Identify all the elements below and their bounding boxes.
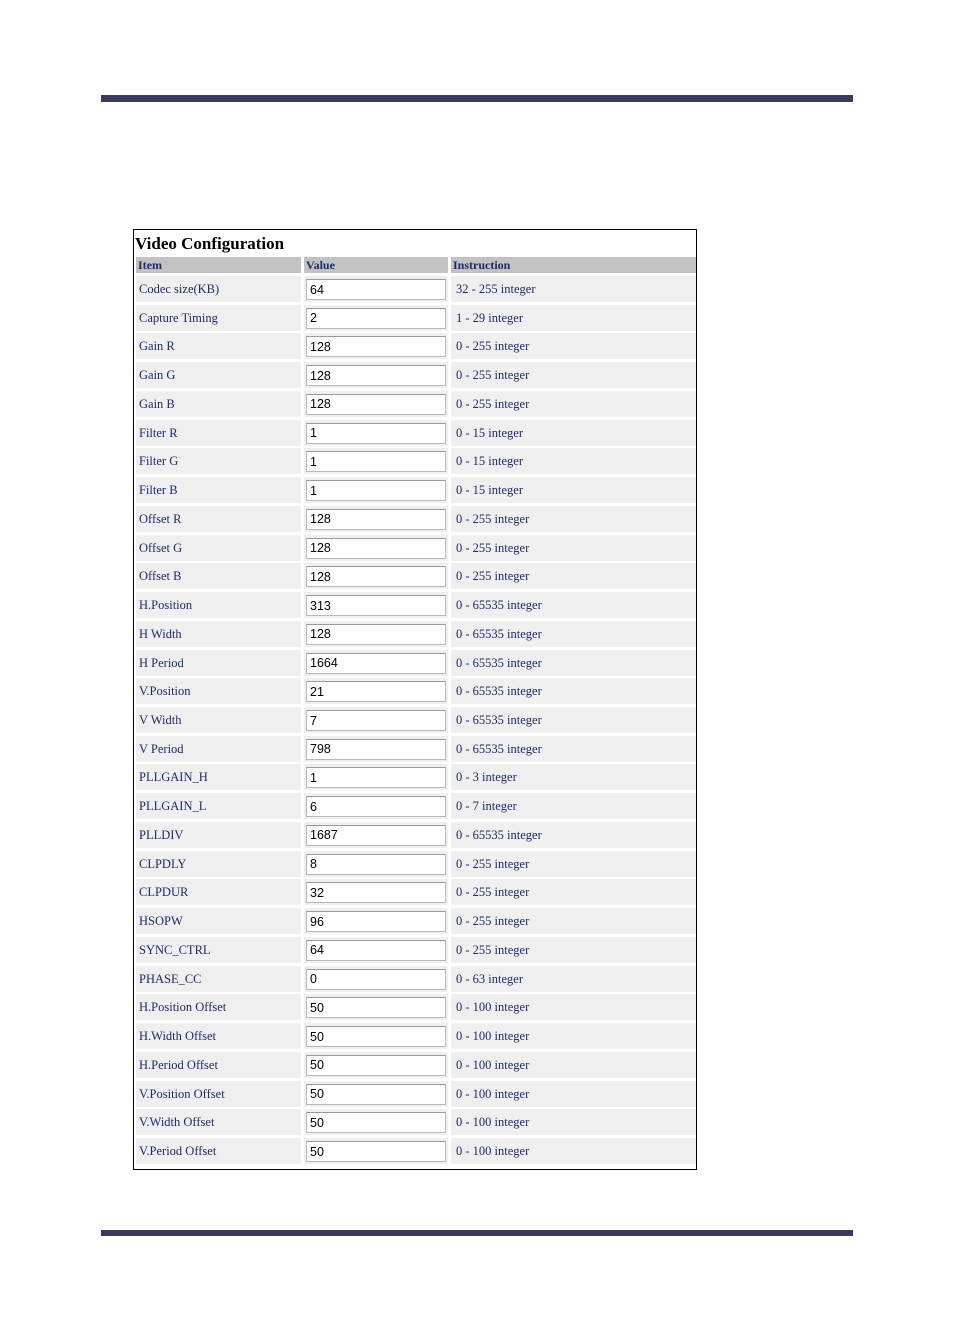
table-row — [136, 620, 696, 649]
item-cell — [136, 563, 301, 589]
value-input[interactable] — [306, 365, 446, 386]
item-cell — [136, 506, 301, 532]
value-input[interactable] — [306, 825, 446, 846]
value-input[interactable] — [306, 1055, 446, 1076]
value-input[interactable] — [306, 1112, 446, 1133]
instruction-cell — [451, 707, 696, 733]
item-label: V Width — [139, 713, 182, 728]
value-cell — [304, 1138, 448, 1164]
item-label: HSOPW — [139, 914, 183, 929]
config-table-body — [136, 275, 696, 1166]
item-label: SYNC_CTRL — [139, 942, 211, 957]
table-row — [136, 419, 696, 448]
table-row — [136, 505, 696, 534]
value-cell — [304, 879, 448, 905]
video-configuration-panel — [133, 229, 697, 1170]
item-label: Offset B — [139, 569, 182, 584]
value-cell — [304, 305, 448, 331]
value-cell — [304, 362, 448, 388]
instruction-text: 0 - 100 integer — [456, 1086, 530, 1101]
value-cell — [304, 650, 448, 676]
instruction-text: 0 - 15 integer — [456, 454, 523, 469]
instruction-cell — [451, 937, 696, 963]
instruction-text: 0 - 65535 integer — [456, 626, 542, 641]
instruction-text: 0 - 255 integer — [456, 339, 530, 354]
value-cell — [304, 276, 448, 302]
item-label: PHASE_CC — [139, 971, 202, 986]
instruction-cell — [451, 822, 696, 848]
item-label: V.Period Offset — [139, 1144, 217, 1159]
value-input[interactable] — [306, 710, 446, 731]
instruction-cell — [451, 305, 696, 331]
instruction-cell — [451, 506, 696, 532]
value-cell — [304, 1023, 448, 1049]
instruction-text: 0 - 3 integer — [456, 770, 517, 785]
item-label: V.Position — [139, 684, 191, 699]
item-cell — [136, 477, 301, 503]
value-cell — [304, 764, 448, 790]
value-input[interactable] — [306, 854, 446, 875]
value-input[interactable] — [306, 1026, 446, 1047]
table-row — [136, 649, 696, 678]
value-input[interactable] — [306, 1141, 446, 1162]
instruction-cell — [451, 333, 696, 359]
value-input[interactable] — [306, 451, 446, 472]
value-input[interactable] — [306, 308, 446, 329]
instruction-cell — [451, 736, 696, 762]
value-input[interactable] — [306, 911, 446, 932]
item-cell — [136, 333, 301, 359]
instruction-text: 0 - 65535 integer — [456, 741, 542, 756]
instruction-text: 0 - 255 integer — [456, 540, 530, 555]
item-cell — [136, 650, 301, 676]
item-cell — [136, 535, 301, 561]
instruction-text: 1 - 29 integer — [456, 310, 523, 325]
instruction-cell — [451, 448, 696, 474]
value-input[interactable] — [306, 653, 446, 674]
value-input[interactable] — [306, 279, 446, 300]
instruction-text: 32 - 255 integer — [456, 282, 536, 296]
table-row — [136, 1022, 696, 1051]
instruction-cell — [451, 1023, 696, 1049]
table-row — [136, 447, 696, 476]
value-cell — [304, 1081, 448, 1107]
value-cell — [304, 736, 448, 762]
item-label: V.Width Offset — [139, 1115, 215, 1130]
instruction-cell — [451, 563, 696, 589]
value-input[interactable] — [306, 509, 446, 530]
table-row — [136, 304, 696, 333]
item-cell — [136, 1023, 301, 1049]
item-cell — [136, 793, 301, 819]
instruction-text: 0 - 255 integer — [456, 396, 530, 411]
instruction-text: 0 - 15 integer — [456, 425, 523, 440]
table-row — [136, 677, 696, 706]
value-cell — [304, 477, 448, 503]
instruction-text: 0 - 100 integer — [456, 1000, 530, 1015]
table-row — [136, 878, 696, 907]
item-label: H Period — [139, 655, 184, 670]
instruction-cell — [451, 362, 696, 388]
instruction-text: 0 - 65535 integer — [456, 684, 542, 699]
value-cell — [304, 535, 448, 561]
value-cell — [304, 333, 448, 359]
value-cell — [304, 592, 448, 618]
table-row — [136, 850, 696, 879]
value-input[interactable] — [306, 394, 446, 415]
item-cell — [136, 1138, 301, 1164]
item-cell — [136, 1109, 301, 1135]
column-header-item: Item — [136, 257, 301, 273]
value-cell — [304, 621, 448, 647]
instruction-text: 0 - 100 integer — [456, 1115, 530, 1130]
instruction-text: 0 - 255 integer — [456, 569, 530, 584]
value-input[interactable] — [306, 767, 446, 788]
panel-title: Video Configuration — [135, 234, 285, 253]
instruction-cell — [451, 621, 696, 647]
value-cell — [304, 908, 448, 934]
value-input[interactable] — [306, 423, 446, 444]
top-rule — [101, 95, 853, 102]
item-label: PLLGAIN_L — [139, 799, 207, 814]
item-label: CLPDUR — [139, 885, 189, 900]
value-input[interactable] — [306, 566, 446, 587]
instruction-cell — [451, 650, 696, 676]
item-cell — [136, 592, 301, 618]
table-row — [136, 1051, 696, 1080]
instruction-text: 0 - 65535 integer — [456, 655, 542, 670]
item-label: Capture Timing — [139, 310, 218, 325]
table-row — [136, 275, 696, 304]
table-row — [136, 907, 696, 936]
instruction-cell — [451, 966, 696, 992]
table-row — [136, 1137, 696, 1166]
table-row — [136, 562, 696, 591]
value-cell — [304, 994, 448, 1020]
instruction-cell — [451, 420, 696, 446]
instruction-text: 0 - 255 integer — [456, 942, 530, 957]
item-cell — [136, 1081, 301, 1107]
instruction-cell — [451, 793, 696, 819]
value-input[interactable] — [306, 480, 446, 501]
table-row — [136, 1080, 696, 1109]
instruction-cell — [451, 276, 696, 302]
table-row — [136, 332, 696, 361]
instruction-text: 0 - 255 integer — [456, 914, 530, 929]
table-header — [136, 257, 696, 273]
item-cell — [136, 736, 301, 762]
value-cell — [304, 1052, 448, 1078]
item-label: Filter B — [139, 483, 178, 498]
instruction-text: 0 - 100 integer — [456, 1057, 530, 1072]
item-cell — [136, 879, 301, 905]
table-row — [136, 476, 696, 505]
item-cell — [136, 937, 301, 963]
item-cell — [136, 362, 301, 388]
instruction-text: 0 - 255 integer — [456, 511, 530, 526]
instruction-text: 0 - 255 integer — [456, 856, 530, 871]
item-cell — [136, 908, 301, 934]
instruction-cell — [451, 477, 696, 503]
table-row — [136, 763, 696, 792]
item-label: PLLGAIN_H — [139, 770, 208, 785]
item-label: PLLDIV — [139, 827, 184, 842]
item-label: Gain R — [139, 339, 175, 354]
instruction-cell — [451, 592, 696, 618]
item-label: Filter R — [139, 425, 178, 440]
value-input[interactable] — [306, 882, 446, 903]
item-cell — [136, 305, 301, 331]
value-cell — [304, 678, 448, 704]
value-cell — [304, 822, 448, 848]
instruction-text: 0 - 7 integer — [456, 799, 517, 814]
value-input[interactable] — [306, 997, 446, 1018]
item-label: Gain G — [139, 368, 176, 383]
value-cell — [304, 1109, 448, 1135]
value-cell — [304, 506, 448, 532]
value-cell — [304, 793, 448, 819]
item-label: Filter G — [139, 454, 179, 469]
table-row — [136, 993, 696, 1022]
bottom-rule — [101, 1230, 853, 1236]
item-cell — [136, 1052, 301, 1078]
item-cell — [136, 822, 301, 848]
item-cell — [136, 994, 301, 1020]
instruction-text: 0 - 100 integer — [456, 1029, 530, 1044]
table-row — [136, 821, 696, 850]
item-label: CLPDLY — [139, 856, 187, 871]
value-cell — [304, 707, 448, 733]
item-label: H.Width Offset — [139, 1029, 217, 1044]
value-input[interactable] — [306, 624, 446, 645]
value-input[interactable] — [306, 969, 446, 990]
item-cell — [136, 621, 301, 647]
table-row — [136, 390, 696, 419]
value-input[interactable] — [306, 538, 446, 559]
item-label: H Width — [139, 626, 182, 641]
item-label: Codec size(KB) — [139, 282, 220, 296]
item-cell — [136, 391, 301, 417]
item-cell — [136, 678, 301, 704]
instruction-cell — [451, 1138, 696, 1164]
value-input[interactable] — [306, 336, 446, 357]
value-cell — [304, 937, 448, 963]
value-input[interactable] — [306, 940, 446, 961]
item-label: H.Period Offset — [139, 1057, 218, 1072]
instruction-text: 0 - 63 integer — [456, 971, 523, 986]
value-cell — [304, 966, 448, 992]
item-label: V.Position Offset — [139, 1086, 225, 1101]
instruction-text: 0 - 15 integer — [456, 483, 523, 498]
value-input[interactable] — [306, 796, 446, 817]
item-label: Offset R — [139, 511, 182, 526]
instruction-text: 0 - 65535 integer — [456, 713, 542, 728]
item-label: Offset G — [139, 540, 183, 555]
table-row — [136, 534, 696, 563]
instruction-cell — [451, 908, 696, 934]
instruction-text: 0 - 65535 integer — [456, 598, 542, 613]
table-row — [136, 965, 696, 994]
item-cell — [136, 276, 301, 302]
table-row — [136, 591, 696, 620]
value-input[interactable] — [306, 739, 446, 760]
value-cell — [304, 420, 448, 446]
table-row — [136, 792, 696, 821]
instruction-cell — [451, 994, 696, 1020]
instruction-cell — [451, 1109, 696, 1135]
instruction-cell — [451, 1081, 696, 1107]
value-input[interactable] — [306, 1084, 446, 1105]
instruction-text: 0 - 65535 integer — [456, 827, 542, 842]
value-cell — [304, 563, 448, 589]
item-label: H.Position — [139, 598, 193, 613]
table-row — [136, 735, 696, 764]
value-input[interactable] — [306, 595, 446, 616]
column-header-value: Value — [304, 257, 448, 273]
item-label: V Period — [139, 741, 184, 756]
table-row — [136, 1108, 696, 1137]
instruction-text: 0 - 100 integer — [456, 1144, 530, 1159]
item-cell — [136, 764, 301, 790]
item-cell — [136, 448, 301, 474]
item-cell — [136, 966, 301, 992]
instruction-cell — [451, 391, 696, 417]
item-cell — [136, 851, 301, 877]
table-row — [136, 361, 696, 390]
item-label: Gain B — [139, 396, 175, 411]
item-cell — [136, 707, 301, 733]
instruction-cell — [451, 678, 696, 704]
instruction-cell — [451, 879, 696, 905]
instruction-text: 0 - 255 integer — [456, 885, 530, 900]
instruction-cell — [451, 851, 696, 877]
item-label: H.Position Offset — [139, 1000, 227, 1015]
value-input[interactable] — [306, 681, 446, 702]
value-cell — [304, 448, 448, 474]
value-cell — [304, 851, 448, 877]
value-cell — [304, 391, 448, 417]
column-header-instruction: Instruction — [451, 257, 696, 273]
instruction-text: 0 - 255 integer — [456, 368, 530, 383]
instruction-cell — [451, 1052, 696, 1078]
instruction-cell — [451, 535, 696, 561]
instruction-cell — [451, 764, 696, 790]
item-cell — [136, 420, 301, 446]
table-row — [136, 936, 696, 965]
table-row — [136, 706, 696, 735]
